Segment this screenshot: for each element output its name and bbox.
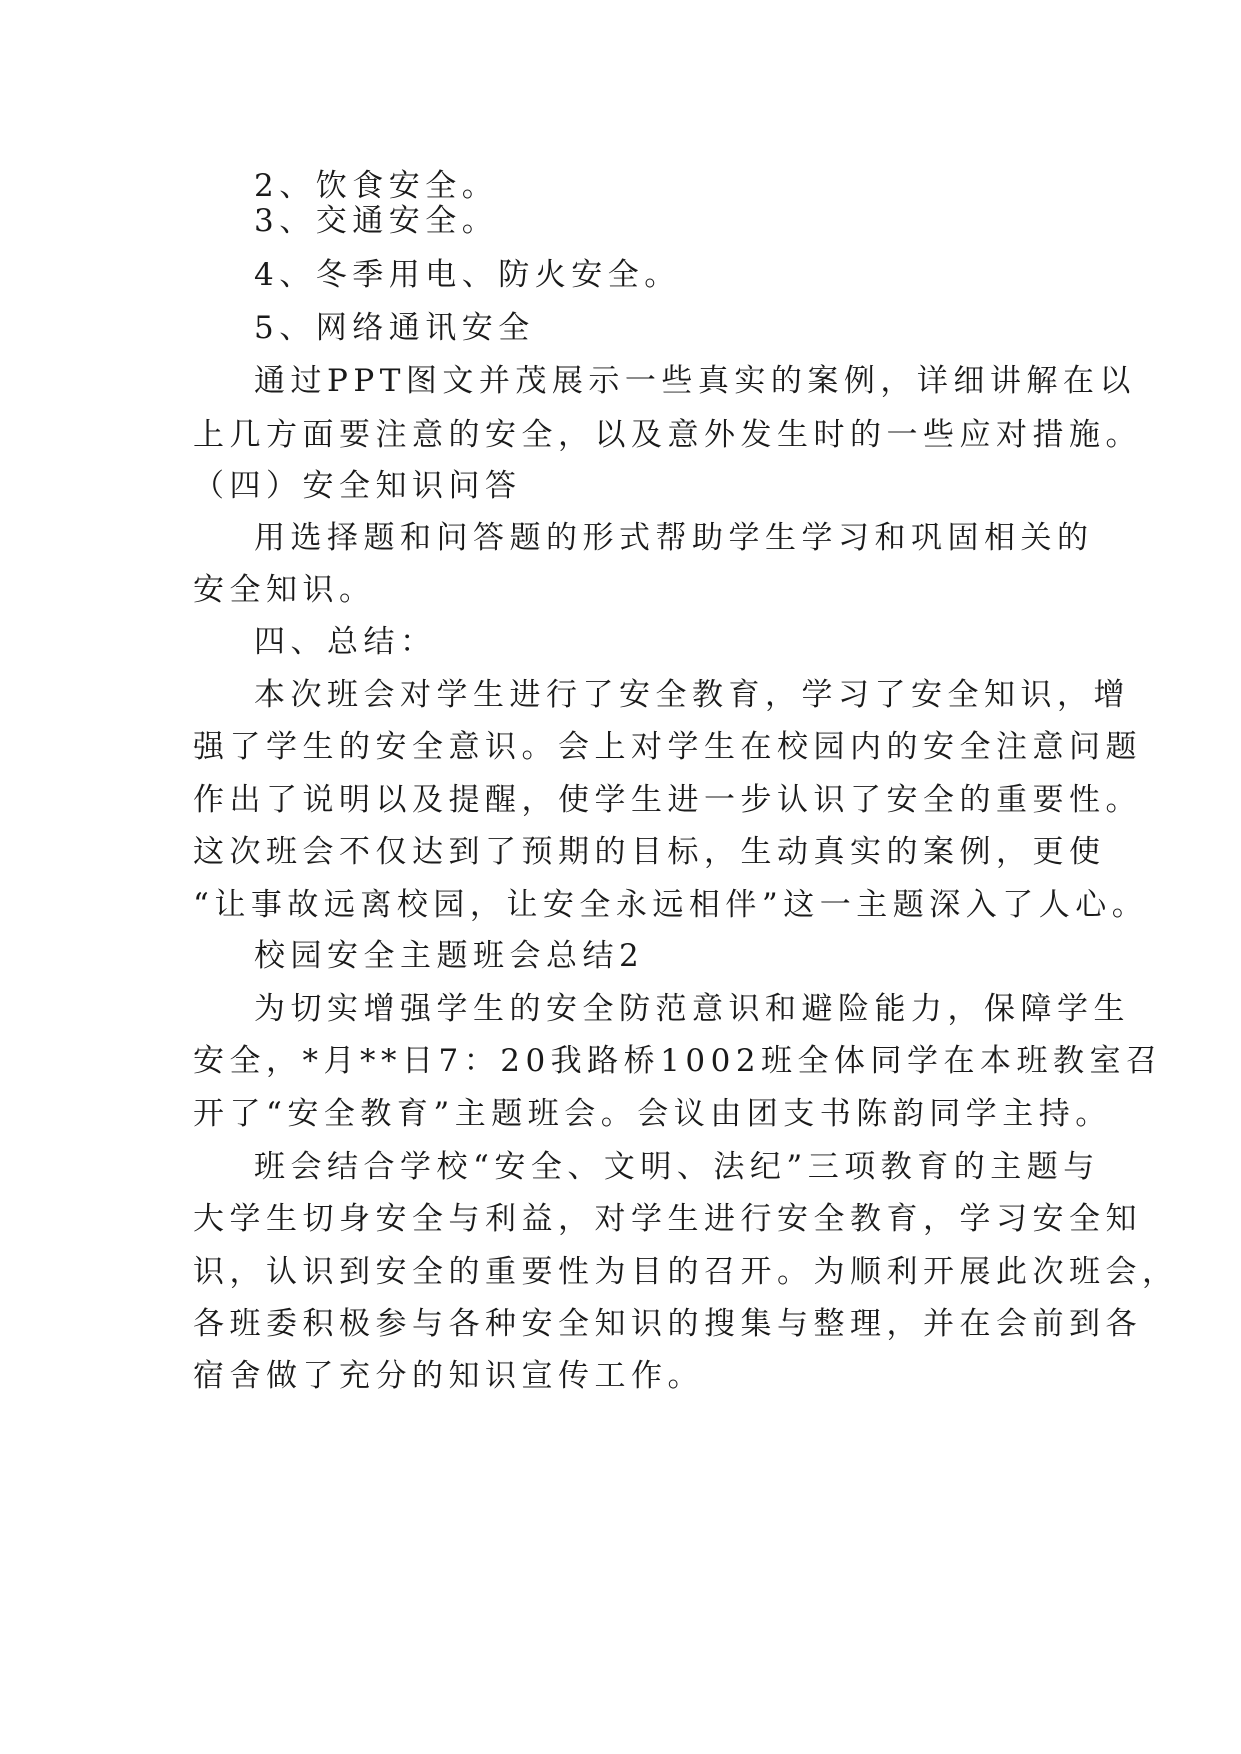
paragraph-meeting-line-3: 识，认识到安全的重要性为目的召开。为顺利开展此次班会， <box>193 1254 1179 1290</box>
section-heading-summary: 四、总结： <box>254 624 437 660</box>
paragraph-ppt-line-1: 通过PPT图文并茂展示一些真实的案例，详细讲解在以 <box>254 363 1136 399</box>
section-heading-quiz: （四）安全知识问答 <box>193 468 522 504</box>
paragraph-summary-line-3: 作出了说明以及提醒，使学生进一步认识了安全的重要性。 <box>193 782 1142 818</box>
section-title-summary-2: 校园安全主题班会总结2 <box>254 938 645 974</box>
paragraph-intro-line-2: 安全，*月**日7：20我路桥1002班全体同学在本班教室召 <box>193 1043 1163 1079</box>
list-item-food-safety: 2、饮食安全。 <box>254 168 499 204</box>
paragraph-summary-line-2: 强了学生的安全意识。会上对学生在校园内的安全注意问题 <box>193 729 1142 765</box>
paragraph-quiz-line-1: 用选择题和问答题的形式帮助学生学习和巩固相关的 <box>254 520 1094 556</box>
paragraph-intro-line-1: 为切实增强学生的安全防范意识和避险能力，保障学生 <box>254 991 1130 1027</box>
paragraph-meeting-line-2: 大学生切身安全与利益，对学生进行安全教育，学习安全知 <box>193 1201 1142 1237</box>
paragraph-summary-line-4: 这次班会不仅达到了预期的目标，生动真实的案例，更使 <box>193 834 1106 870</box>
paragraph-quiz-line-2: 安全知识。 <box>193 572 376 608</box>
paragraph-meeting-line-4: 各班委积极参与各种安全知识的搜集与整理，并在会前到各 <box>193 1306 1142 1342</box>
paragraph-ppt-line-2: 上几方面要注意的安全，以及意外发生时的一些应对措施。 <box>193 417 1142 453</box>
list-item-traffic-safety: 3、交通安全。 <box>254 203 499 239</box>
paragraph-summary-line-1: 本次班会对学生进行了安全教育，学习了安全知识，增 <box>254 677 1130 713</box>
list-item-network-safety: 5、网络通讯安全 <box>254 310 535 346</box>
paragraph-intro-line-3: 开了“安全教育”主题班会。会议由团支书陈韵同学主持。 <box>193 1096 1112 1132</box>
paragraph-meeting-line-5: 宿舍做了充分的知识宣传工作。 <box>193 1358 704 1394</box>
paragraph-summary-line-5: “让事故远离校园，让安全永远相伴”这一主题深入了人心。 <box>193 887 1149 923</box>
list-item-electricity-fire-safety: 4、冬季用电、防火安全。 <box>254 257 681 293</box>
paragraph-meeting-line-1: 班会结合学校“安全、文明、法纪”三项教育的主题与 <box>254 1149 1100 1185</box>
